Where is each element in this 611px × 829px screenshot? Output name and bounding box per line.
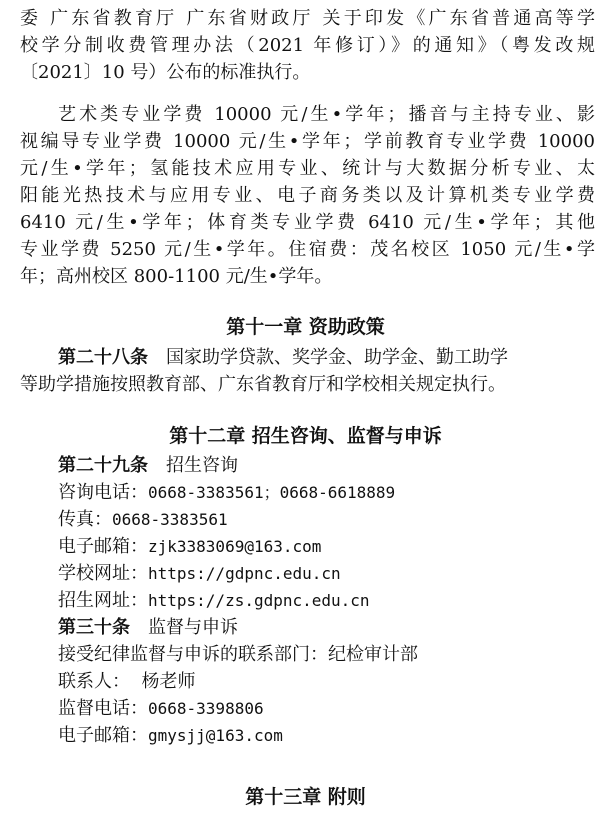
paragraph-line: 〔2021〕10 号）公布的标准执行。 [20, 62, 311, 83]
article-topic: 招生咨询 [166, 455, 238, 476]
article-29-heading [58, 453, 595, 479]
supervision-phone-label: 监督电话： [58, 698, 148, 719]
paragraph-line: 阳能光热技术与应用专业、电子商务类以及计算机类专业学费 [20, 185, 595, 206]
article-topic: 监督与申诉 [148, 617, 238, 638]
consult-phone-value: 0668-3383561；0668-6618889 [148, 483, 396, 502]
article-label: 第二十八条 [58, 347, 148, 368]
supervision-phone-value: 0668-3398806 [148, 699, 264, 718]
chapter-heading: 第十一章 资助政策 [226, 316, 385, 338]
email-row [58, 534, 595, 560]
contact-person-row [58, 669, 595, 695]
article-30-heading [58, 615, 595, 641]
paragraph-line: 艺术类专业学费 10000 元/生•学年；播音与主持专业、影 [58, 104, 595, 125]
supervision-email-value: gmysjj@163.com [148, 726, 283, 745]
email-value: zjk3383069@163.com [148, 537, 322, 556]
article-28-line-1 [58, 345, 595, 371]
admission-site-value: https://zs.gdpnc.edu.cn [148, 591, 370, 610]
admission-site-label: 招生网址： [58, 590, 148, 611]
supervision-phone-row [58, 696, 595, 722]
contact-value: 杨老师 [141, 671, 196, 692]
paragraph-line: 委 广东省教育厅 广东省财政厅 关于印发《广东省普通高等学 [20, 8, 595, 29]
article-label: 第二十九条 [58, 455, 148, 476]
supervision-email-row [58, 723, 595, 749]
paragraph-line: 校学分制收费管理办法（2021 年修订）》的通知》（粤发改规 [20, 35, 595, 56]
paragraph-line: 年；高州校区 800-1100 元/生•学年。 [20, 266, 333, 287]
fax-label: 传真： [58, 509, 112, 530]
website-value: https://gdpnc.edu.cn [148, 564, 341, 583]
article-label: 第三十条 [58, 617, 130, 638]
paragraph-line: 专业学费 5250 元/生•学年。住宿费：茂名校区 1050 元/生•学 [20, 239, 595, 260]
article-28-line-2: 等助学措施按照教育部、广东省教育厅和学校相关规定执行。 [20, 374, 506, 395]
paragraph-line: 元/生•学年；氢能技术应用专业、统计与大数据分析专业、太 [20, 158, 595, 179]
fax-row [58, 507, 595, 533]
website-row [58, 561, 595, 587]
article-text: 国家助学贷款、奖学金、助学金、勤工助学 [166, 347, 508, 368]
chapter-heading: 第十三章 附则 [245, 786, 366, 808]
email-label: 电子邮箱： [58, 536, 148, 557]
contact-label: 联系人： [58, 671, 130, 692]
paragraph-line: 6410 元/生•学年；体育类专业学费 6410 元/生•学年；其他 [20, 212, 595, 233]
paragraph-line: 视编导专业学费 10000 元/生•学年；学前教育专业学费 10000 [20, 131, 595, 152]
fax-value: 0668-3383561 [112, 510, 228, 529]
supervision-dept-row: 接受纪律监督与申诉的联系部门：纪检审计部 [58, 644, 418, 665]
chapter-heading: 第十二章 招生咨询、监督与申诉 [169, 425, 442, 447]
consult-phone-label: 咨询电话： [58, 482, 148, 503]
website-label: 学校网址： [58, 563, 148, 584]
admission-site-row [58, 588, 595, 614]
consult-phone-row [58, 480, 595, 506]
supervision-email-label: 电子邮箱： [58, 725, 148, 746]
